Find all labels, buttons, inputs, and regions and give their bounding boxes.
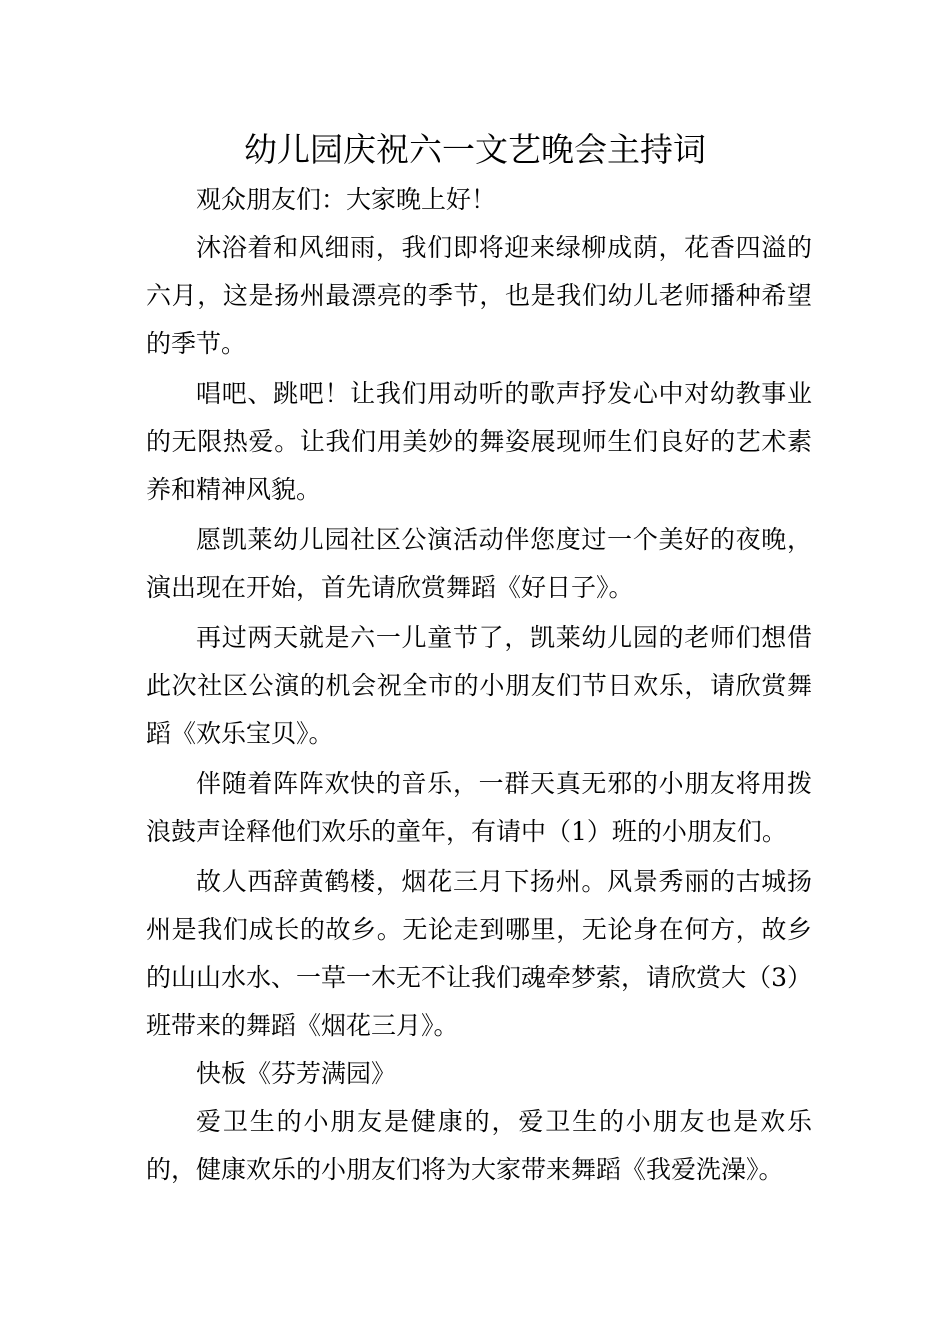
paragraph: 愿凯莱幼儿园社区公演活动伴您度过一个美好的夜晚，演出现在开始，首先请欣赏舞蹈《好日子》。 — [146, 525, 812, 602]
paragraph: 唱吧、跳吧！让我们用动听的歌声抒发心中对幼教事业的无限热爱。让我们用美妙的舞姿展现师生们良好的艺术素养和精神风貌。 — [146, 379, 812, 504]
paragraph: 故人西辞黄鹤楼，烟花三月下扬州。风景秀丽的古城扬州是我们成长的故乡。无论走到哪里，无论身在何方，故乡的山山水水、一草一木无不让我们魂牵梦萦，请欣赏大（3）班带来的舞蹈《烟花三月》。 — [146, 867, 812, 1040]
paragraph: 爱卫生的小朋友是健康的，爱卫生的小朋友也是欢乐的，健康欢乐的小朋友们将为大家带来舞蹈《我爱洗澡》。 — [146, 1107, 812, 1184]
document-body — [146, 176, 812, 1194]
greeting-line: 观众朋友们：大家晚上好！ — [196, 185, 497, 214]
paragraph: 再过两天就是六一儿童节了，凯莱幼儿园的老师们想借此次社区公演的机会祝全市的小朋友们节日欢乐，请欣赏舞蹈《欢乐宝贝》。 — [146, 623, 812, 748]
paragraph: 伴随着阵阵欢快的音乐，一群天真无邪的小朋友将用拨浪鼓声诠释他们欢乐的童年，有请中（1）班的小朋友们。 — [146, 769, 812, 846]
program-item: 快板《芬芳满园》 — [196, 1059, 397, 1088]
document-title: 幼儿园庆祝六一文艺晚会主持词 — [244, 130, 706, 169]
paragraph: 沐浴着和风细雨，我们即将迎来绿柳成荫，花香四溢的六月，这是扬州最漂亮的季节，也是我们幼儿老师播种希望的季节。 — [146, 233, 812, 358]
